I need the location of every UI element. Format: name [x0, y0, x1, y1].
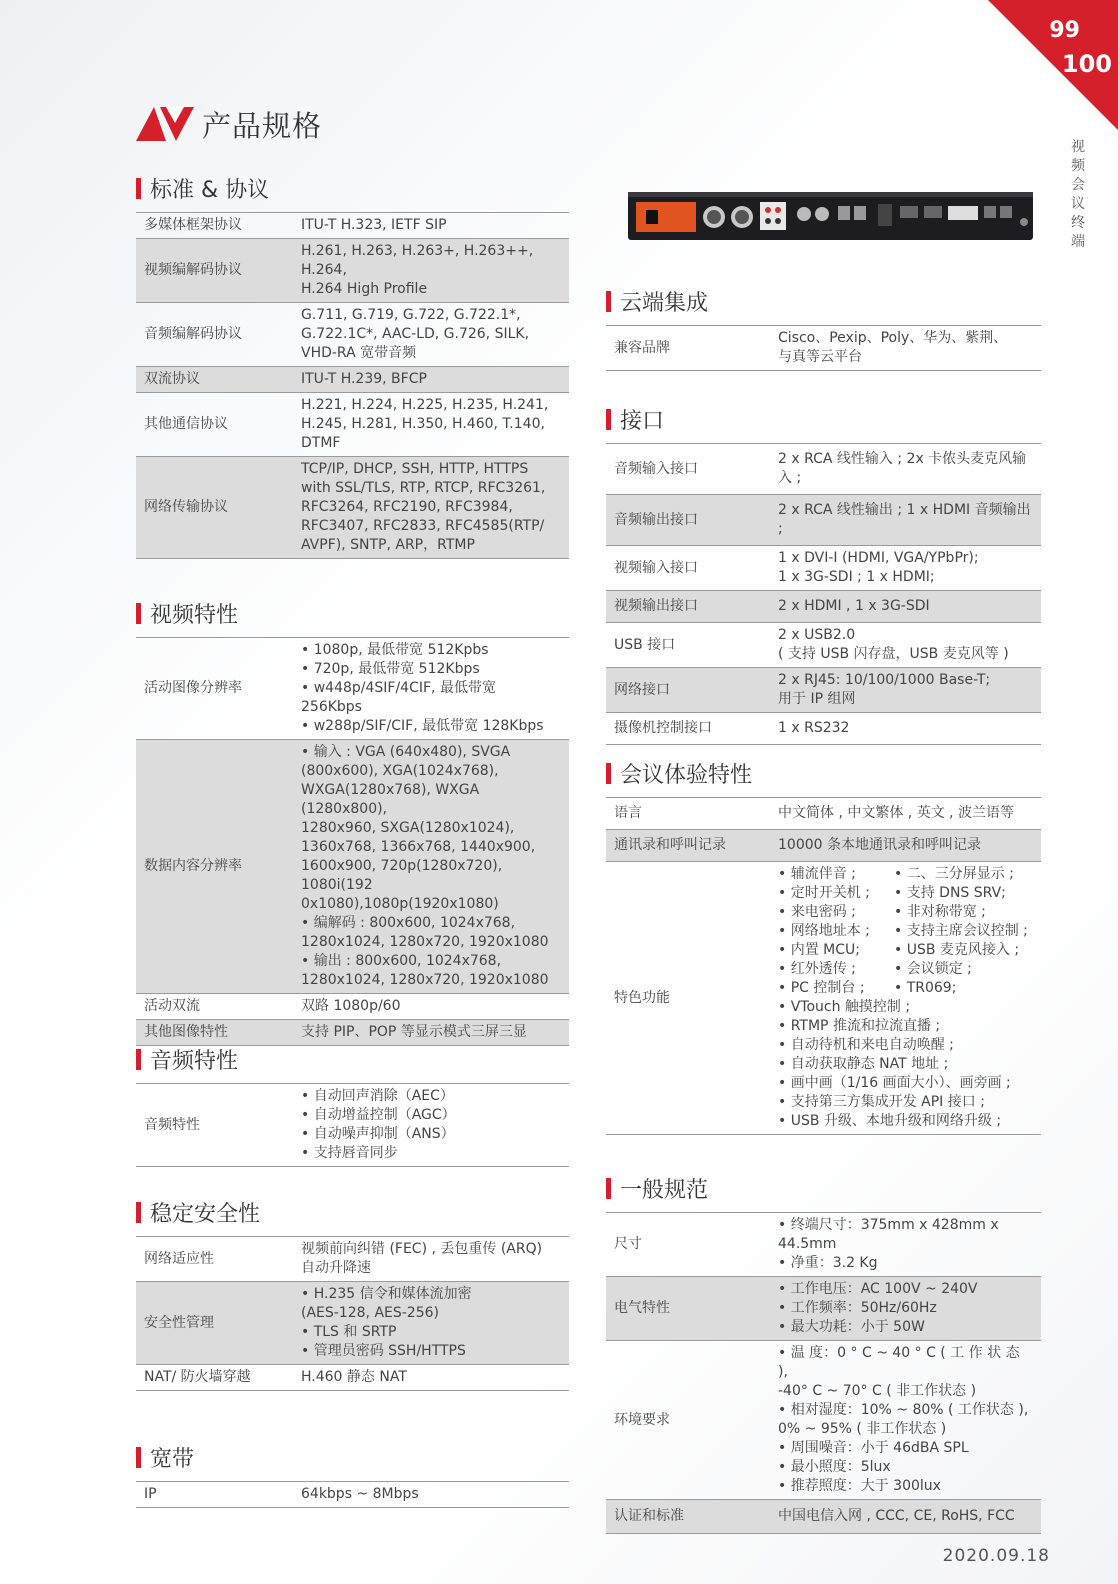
- spec-label: 活动图像分辨率: [144, 680, 242, 696]
- table-row: [136, 994, 569, 1020]
- spec-label: 其他通信协议: [144, 416, 228, 432]
- page-title-block: [136, 104, 322, 144]
- spec-label: USB 接口: [614, 636, 676, 653]
- spec-value: 1 x DVI-I (HDMI, VGA/YPbPr); 1 x 3G-SDI ; 1 x HDMI;: [778, 550, 979, 585]
- table-row: [606, 713, 1041, 745]
- table-row: [606, 1213, 1041, 1277]
- spec-value: 视频前向纠错 (FEC) , 丢包重传 (ARQ) 自动升降速: [301, 1241, 543, 1276]
- spec-label: 视频输出接口: [614, 598, 698, 614]
- table-row: [136, 239, 569, 303]
- page-number-right: 100: [1061, 50, 1112, 78]
- spec-label: 兼容品牌: [614, 339, 670, 356]
- spec-table: [136, 1236, 569, 1391]
- table-row: [136, 303, 569, 367]
- spec-value: ITU-T H.323, IETF SIP: [301, 217, 447, 233]
- spec-value: 中国电信入网 , CCC, CE, RoHS, FCC: [778, 1508, 1015, 1524]
- table-row: [136, 1237, 569, 1282]
- spec-value: 2 x RCA 线性输出 ; 1 x HDMI 音频输出 ;: [778, 502, 1031, 537]
- spec-label: 尺寸: [614, 1236, 642, 1252]
- table-row: [606, 1500, 1041, 1534]
- spec-label: 活动双流: [144, 998, 200, 1014]
- spec-value: TCP/IP, DHCP, SSH, HTTP, HTTPS with SSL/TLS, RTP, RTCP, RFC3261, RFC3264, RFC2190, RFC3984, RFC3407, RFC2833, RFC4585(RTP/ AVPF), SNTP, ARP，RTMP: [301, 461, 546, 553]
- table-row: [136, 740, 569, 994]
- spec-label: 音频输入接口: [614, 460, 698, 477]
- spec-value: G.711, G.719, G.722, G.722.1*, G.722.1C*, AAC-LD, G.726, SILK, VHD-RA 宽带音频: [301, 307, 530, 361]
- brand-logo-icon: [136, 107, 194, 141]
- spec-label: 电气特性: [614, 1300, 670, 1316]
- spec-label: 语言: [614, 805, 642, 821]
- section-video-features: [136, 597, 569, 1046]
- spec-value: 2 x HDMI , 1 x 3G-SDI: [778, 598, 930, 614]
- spec-label: 视频输入接口: [614, 559, 698, 576]
- spec-label: 摄像机控制接口: [614, 720, 712, 736]
- section-standards-protocols: [136, 172, 569, 559]
- spec-label: 网络适应性: [144, 1250, 214, 1267]
- spec-label: 多媒体框架协议: [144, 217, 242, 233]
- table-row: [606, 495, 1041, 546]
- table-row: [606, 444, 1041, 495]
- spec-table: [606, 797, 1041, 1135]
- feature-list: • 辅流伴音 ; • 二、三分屏显示 ; • 定时开关机 ; • 支持 DNS SRV; • 来电密码 ; • 非对称带宽 ; • 网络地址本 ; • 支持主席会议控制 ; • 内置 MCU; • USB 麦克风接入 ; • 红外透传 ; • 会议锁定 ; • PC 控制台 ; • TR069; • VTouch 触摸控制 ; • RTMP 推流和拉流直播 ; • 自动待机和来电自动唤醒 ; • 自动获取静态 NAT 地址 ; • 画中画（1/16 画面大小）、画旁画 ; • 支持第三方集成开发 API 接口 ; • USB 升级、本地升级和网络升级 ;: [778, 866, 1028, 1129]
- spec-value: • 工作电压：AC 100V ~ 240V • 工作频率：50Hz/60Hz • 最大功耗：小于 50W: [778, 1281, 978, 1335]
- table-row: [136, 638, 569, 740]
- section-marker: [136, 1447, 141, 1468]
- spec-value: H.261, H.263, H.263+, H.263++, H.264, H.264 High Profile: [301, 243, 534, 297]
- spec-label: 环境要求: [614, 1411, 670, 1428]
- spec-label: 音频编解码协议: [144, 326, 242, 342]
- section-interfaces: [606, 403, 1041, 745]
- section-title: 一般规范: [620, 1177, 709, 1203]
- section-marker: [606, 1178, 611, 1199]
- spec-value: 1 x RS232: [778, 720, 850, 736]
- section-audio-features: [136, 1043, 569, 1167]
- spec-label: 其他图像特性: [144, 1024, 228, 1040]
- spec-label: NAT/ 防火墙穿越: [144, 1369, 251, 1385]
- spec-value: 64kbps ~ 8Mbps: [301, 1486, 419, 1502]
- spec-label: 音频输出接口: [614, 511, 698, 528]
- spec-value: • 输入 : VGA (640x480), SVGA (800x600), XGA(1024x768), WXGA(1280x768), WXGA (1280x800), 1280x960, SXGA(1280x1024), 1360x768, 1366x768, 1440x900, 1600x900, 720p(1280x720), 1080i(192 0x1080),1080p(1920x1080) • 编解码 : 800x600, 1024x768, 1280x1024, 1280x720, 1920x1080 • 输出 : 800x600, 1024x768, 1280x1024, 1280x720, 1920x1080: [301, 744, 549, 988]
- table-row: [606, 546, 1041, 591]
- table-row: [136, 1282, 569, 1365]
- spec-value: 2 x RJ45: 10/100/1000 Base-T; 用于 IP 组网: [778, 672, 991, 707]
- table-row: [136, 367, 569, 393]
- section-marker: [136, 1202, 141, 1223]
- spec-value: • 终端尺寸：375mm x 428mm x 44.5mm • 净重：3.2 Kg: [778, 1217, 999, 1271]
- spec-label: IP: [144, 1486, 157, 1502]
- page-title: 产品规格: [202, 108, 323, 143]
- spec-table: [606, 325, 1041, 371]
- spec-label: 通讯录和呼叫记录: [614, 837, 726, 853]
- spec-label: 网络传输协议: [144, 499, 228, 515]
- table-row: [606, 668, 1041, 713]
- section-title: 会议体验特性: [620, 762, 753, 788]
- spec-value: • 温 度：0 ° C ~ 40 ° C ( 工 作 状 态 ), -40° C ~ 70° C ( 非工作状态 ) • 相对湿度：10% ~ 80% ( 工作状态 ), 0% ~ 95% ( 非工作状态 ) • 周围噪音：小于 46dBA SPL • 最小照度：5lux • 推荐照度：大于 300lux: [778, 1345, 1029, 1494]
- spec-value: H.221, H.224, H.225, H.235, H.241, H.245, H.281, H.350, H.460, T.140, DTMF: [301, 397, 549, 451]
- device-rear-panel-image: [628, 188, 1033, 244]
- table-row: [606, 1341, 1041, 1500]
- section-bandwidth: [136, 1441, 569, 1508]
- section-marker: [606, 763, 611, 784]
- spec-table: [136, 637, 569, 1046]
- section-meeting-experience: [606, 757, 1041, 1135]
- spec-value: 双路 1080p/60: [301, 998, 401, 1014]
- spec-label: 双流协议: [144, 371, 200, 387]
- table-row: [136, 1482, 569, 1508]
- section-title: 音频特性: [150, 1048, 239, 1074]
- spec-table: [136, 1083, 569, 1167]
- section-stability-security: [136, 1196, 569, 1391]
- spec-value: 2 x RCA 线性输入 ; 2x 卡侬头麦克风输入 ;: [778, 451, 1027, 486]
- spec-label: 特色功能: [614, 989, 670, 1006]
- publish-date: 2020.09.18: [942, 1546, 1050, 1566]
- spec-value: H.460 静态 NAT: [301, 1369, 407, 1385]
- spec-value: 10000 条本地通讯录和呼叫记录: [778, 837, 981, 853]
- spec-table: [606, 1212, 1041, 1534]
- table-row: [136, 1020, 569, 1046]
- table-row: [606, 623, 1041, 668]
- spec-table: [136, 212, 569, 559]
- table-row: [606, 326, 1041, 371]
- vertical-category-label: 视频会议终端: [1071, 139, 1085, 250]
- section-cloud-integration: [606, 285, 1041, 371]
- section-marker: [136, 1049, 141, 1070]
- spec-label: 视频编解码协议: [144, 262, 242, 278]
- spec-value: Cisco、Pexip、Poly、华为、紫荆、 与真等云平台: [778, 330, 1008, 365]
- spec-label: 网络接口: [614, 681, 670, 698]
- section-marker: [136, 603, 141, 624]
- table-row: [606, 830, 1041, 862]
- page-number-left: 99: [1049, 18, 1080, 43]
- table-row: [606, 591, 1041, 623]
- table-row: [136, 213, 569, 239]
- spec-label: 认证和标准: [614, 1508, 684, 1524]
- section-marker: [606, 291, 611, 312]
- spec-label: 安全性管理: [144, 1314, 214, 1331]
- table-row: [606, 798, 1041, 830]
- table-row: [606, 862, 1041, 1135]
- spec-value: 中文简体 , 中文繁体 , 英文 , 波兰语等: [778, 805, 1015, 821]
- table-row: [606, 1277, 1041, 1341]
- spec-table: [136, 1481, 569, 1508]
- table-row: [136, 1084, 569, 1167]
- section-title: 稳定安全性: [150, 1201, 261, 1227]
- spec-value: ITU-T H.239, BFCP: [301, 371, 427, 387]
- spec-label: 音频特性: [144, 1116, 200, 1133]
- table-row: [136, 457, 569, 559]
- table-row: [136, 393, 569, 457]
- spec-value: 2 x USB2.0 ( 支持 USB 闪存盘，USB 麦克风等 ): [778, 627, 1009, 662]
- spec-value: • H.235 信令和媒体流加密 (AES-128, AES-256) • TLS 和 SRTP • 管理员密码 SSH/HTTPS: [301, 1286, 472, 1359]
- spec-label: 数据内容分辨率: [144, 858, 242, 874]
- spec-table: [606, 443, 1041, 745]
- section-marker: [606, 409, 611, 430]
- section-title: 标准 & 协议: [150, 177, 270, 203]
- spec-value: 支持 PIP、POP 等显示模式三屏三显: [301, 1024, 527, 1040]
- spec-value: • 自动回声消除（AEC） • 自动增益控制（AGC） • 自动噪声抑制（ANS） • 支持唇音同步: [301, 1088, 456, 1161]
- section-title: 视频特性: [150, 602, 239, 628]
- section-title: 云端集成: [620, 290, 709, 316]
- section-marker: [136, 178, 141, 199]
- spec-value: • 1080p, 最低带宽 512Kpbs • 720p, 最低带宽 512Kbps • w448p/4SIF/4CIF, 最低带宽 256Kbps • w288p/SIF/CIF, 最低带宽 128Kbps: [301, 642, 544, 734]
- table-row: [136, 1365, 569, 1391]
- section-title: 接口: [620, 408, 665, 434]
- section-general-specs: [606, 1172, 1041, 1534]
- section-title: 宽带: [150, 1446, 195, 1472]
